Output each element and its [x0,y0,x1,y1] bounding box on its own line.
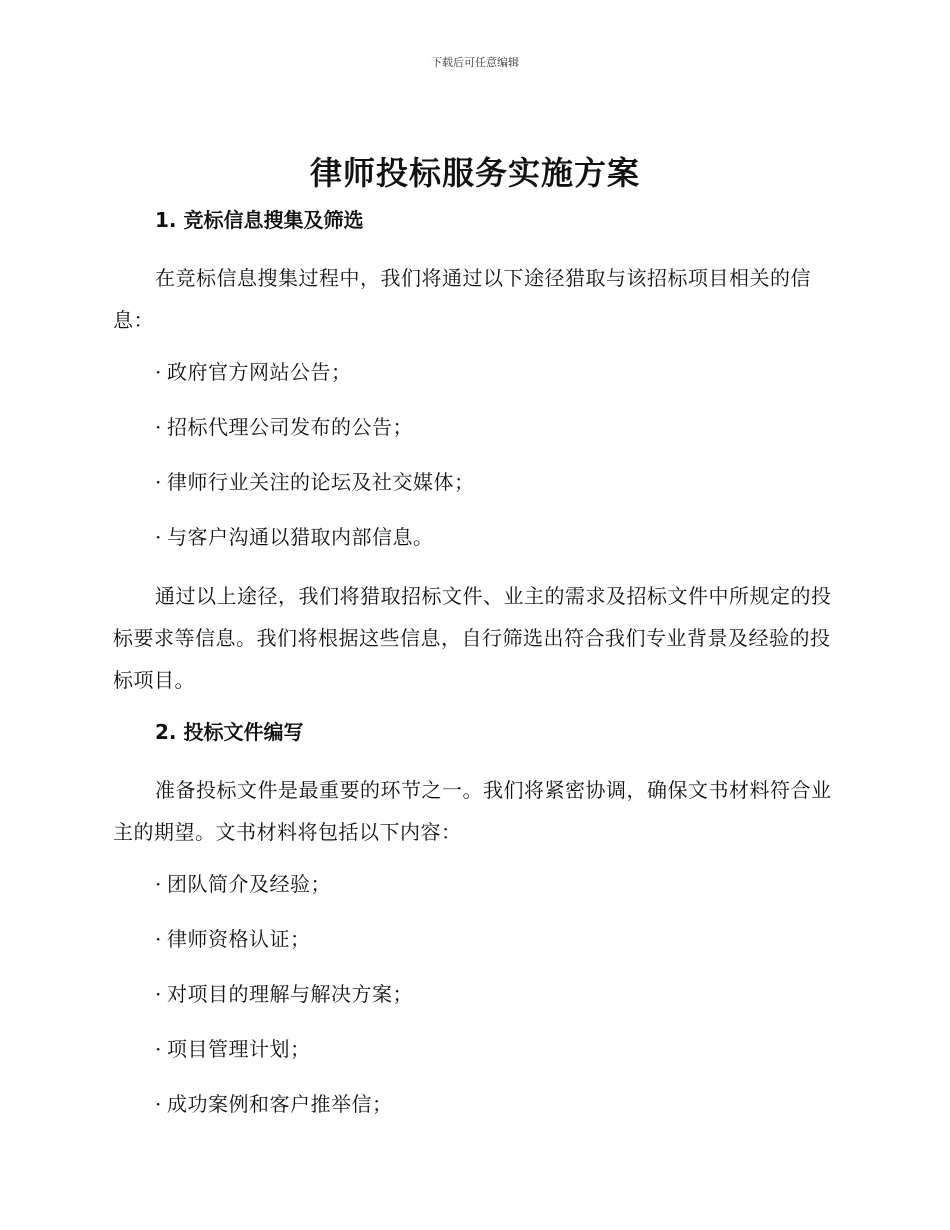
section-1-outro: 通过以上途径，我们将猎取招标文件、业主的需求及招标文件中所规定的投标要求等信息。我们将根据这些信息，自行筛选出符合我们专业背景及经验的投标项目。 [113,584,832,692]
list-item-text: 律师行业关注的论坛及社交媒体； [167,470,475,494]
list-item-text: 律师资格认证； [167,927,311,951]
document-title: 律师投标服务实施方案 [309,154,640,192]
list-item-text: 政府官方网站公告； [167,360,352,384]
list-item [113,1032,833,1066]
list-item-text: 团队简介及经验； [167,872,331,896]
list-item [113,355,833,389]
list-item-text: 项目管理计划； [167,1037,311,1061]
bullet-marker: · [155,360,162,384]
bullet-marker: · [155,872,162,896]
bullet-marker: · [155,470,162,494]
bullet-marker: · [155,982,162,1006]
header-note: 下载后可任意编辑 [431,56,519,69]
list-item-text: 与客户沟通以猎取内部信息。 [167,525,434,549]
bullet-marker: · [155,927,162,951]
list-item [113,520,833,554]
list-item [113,465,833,499]
bullet-marker: · [155,525,162,549]
list-item [113,867,833,901]
list-item [113,410,833,444]
bullet-marker: · [155,415,162,439]
list-item-text: 成功案例和客户推举信； [167,1092,393,1116]
section-heading-1: 1. 竞标信息搜集及筛选 [155,208,364,232]
bullet-marker: · [155,1037,162,1061]
document-body [113,203,833,1142]
section-2-intro: 准备投标文件是最重要的环节之一。我们将紧密协调，确保文书材料符合业主的期望。文书材料将包括以下内容： [113,778,832,844]
list-item-text: 对项目的理解与解决方案； [167,982,413,1006]
section-heading-2: 2. 投标文件编写 [155,720,304,744]
section-1-intro: 在竞标信息搜集过程中，我们将通过以下途径猎取与该招标项目相关的信息： [113,266,811,332]
list-item [113,977,833,1011]
bullet-marker: · [155,1092,162,1116]
list-item [113,1087,833,1121]
list-item-text: 招标代理公司发布的公告； [167,415,413,439]
list-item [113,922,833,956]
